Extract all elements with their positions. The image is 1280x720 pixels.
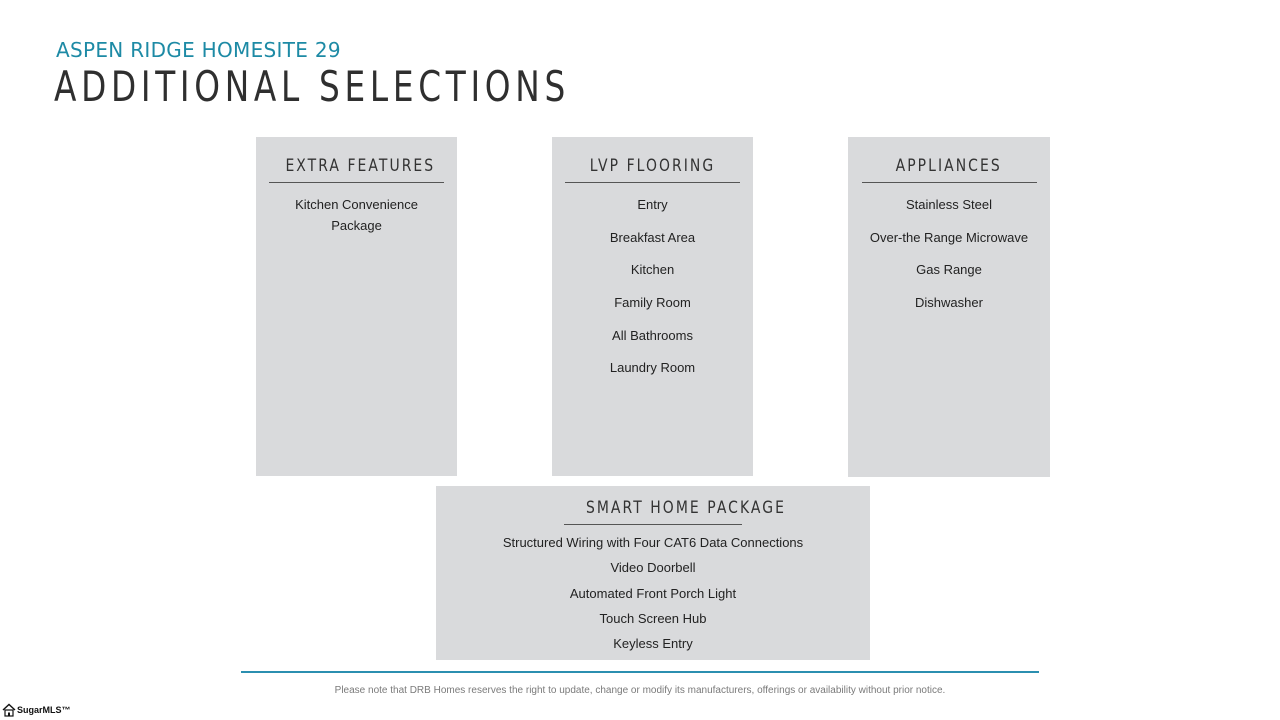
list-item: Laundry Room	[609, 360, 696, 376]
smart-home-package-panel	[436, 486, 870, 660]
list-item: Kitchen	[630, 262, 675, 278]
appliances-panel	[848, 137, 1050, 477]
appliances-heading-underline	[862, 156, 1037, 183]
lvp-flooring-list	[552, 194, 753, 378]
lvp-flooring-heading: LVP FLOORING	[589, 156, 716, 176]
disclaimer-text: Please note that DRB Homes reserves the right to update, change or modify its manufacturers, offerings or availability without prior notice.	[334, 685, 946, 696]
extra-features-heading: EXTRA FEATURES	[285, 156, 436, 176]
lvp-flooring-panel	[552, 137, 753, 476]
list-item: Dishwasher	[915, 295, 983, 311]
list-item: Gas Range	[916, 262, 982, 278]
appliances-list	[848, 194, 1050, 313]
smart-home-heading-underline	[564, 498, 786, 525]
lvp-flooring-heading-underline	[565, 156, 740, 183]
mls-watermark-label: SugarMLS™	[17, 705, 71, 715]
list-item: Kitchen Convenience Package	[295, 197, 418, 233]
house-icon	[2, 703, 16, 717]
extra-features-panel	[256, 137, 457, 476]
smart-home-heading: SMART HOME PACKAGE	[585, 498, 786, 518]
list-item: Family Room	[614, 295, 691, 311]
list-item: Entry	[637, 197, 668, 212]
list-item: Keyless Entry	[613, 636, 693, 652]
footer-divider	[241, 671, 1039, 673]
list-item: Touch Screen Hub	[599, 610, 707, 626]
extra-features-list	[256, 194, 457, 236]
list-item: Structured Wiring with Four CAT6 Data Connections	[502, 535, 804, 550]
mls-watermark	[2, 700, 71, 720]
page-title: ADDITIONAL SELECTIONS	[54, 62, 570, 111]
appliances-heading: APPLIANCES	[895, 156, 1003, 176]
smart-home-list	[436, 533, 870, 654]
page-subtitle: ASPEN RIDGE HOMESITE 29	[56, 38, 341, 62]
list-item: Video Doorbell	[610, 560, 696, 576]
list-item: All Bathrooms	[612, 327, 693, 343]
list-item: Over-the Range Microwave	[869, 229, 1029, 245]
extra-features-heading-underline	[269, 156, 444, 183]
list-item: Breakfast Area	[609, 229, 696, 245]
list-item: Stainless Steel	[906, 197, 992, 212]
list-item: Automated Front Porch Light	[569, 585, 737, 601]
